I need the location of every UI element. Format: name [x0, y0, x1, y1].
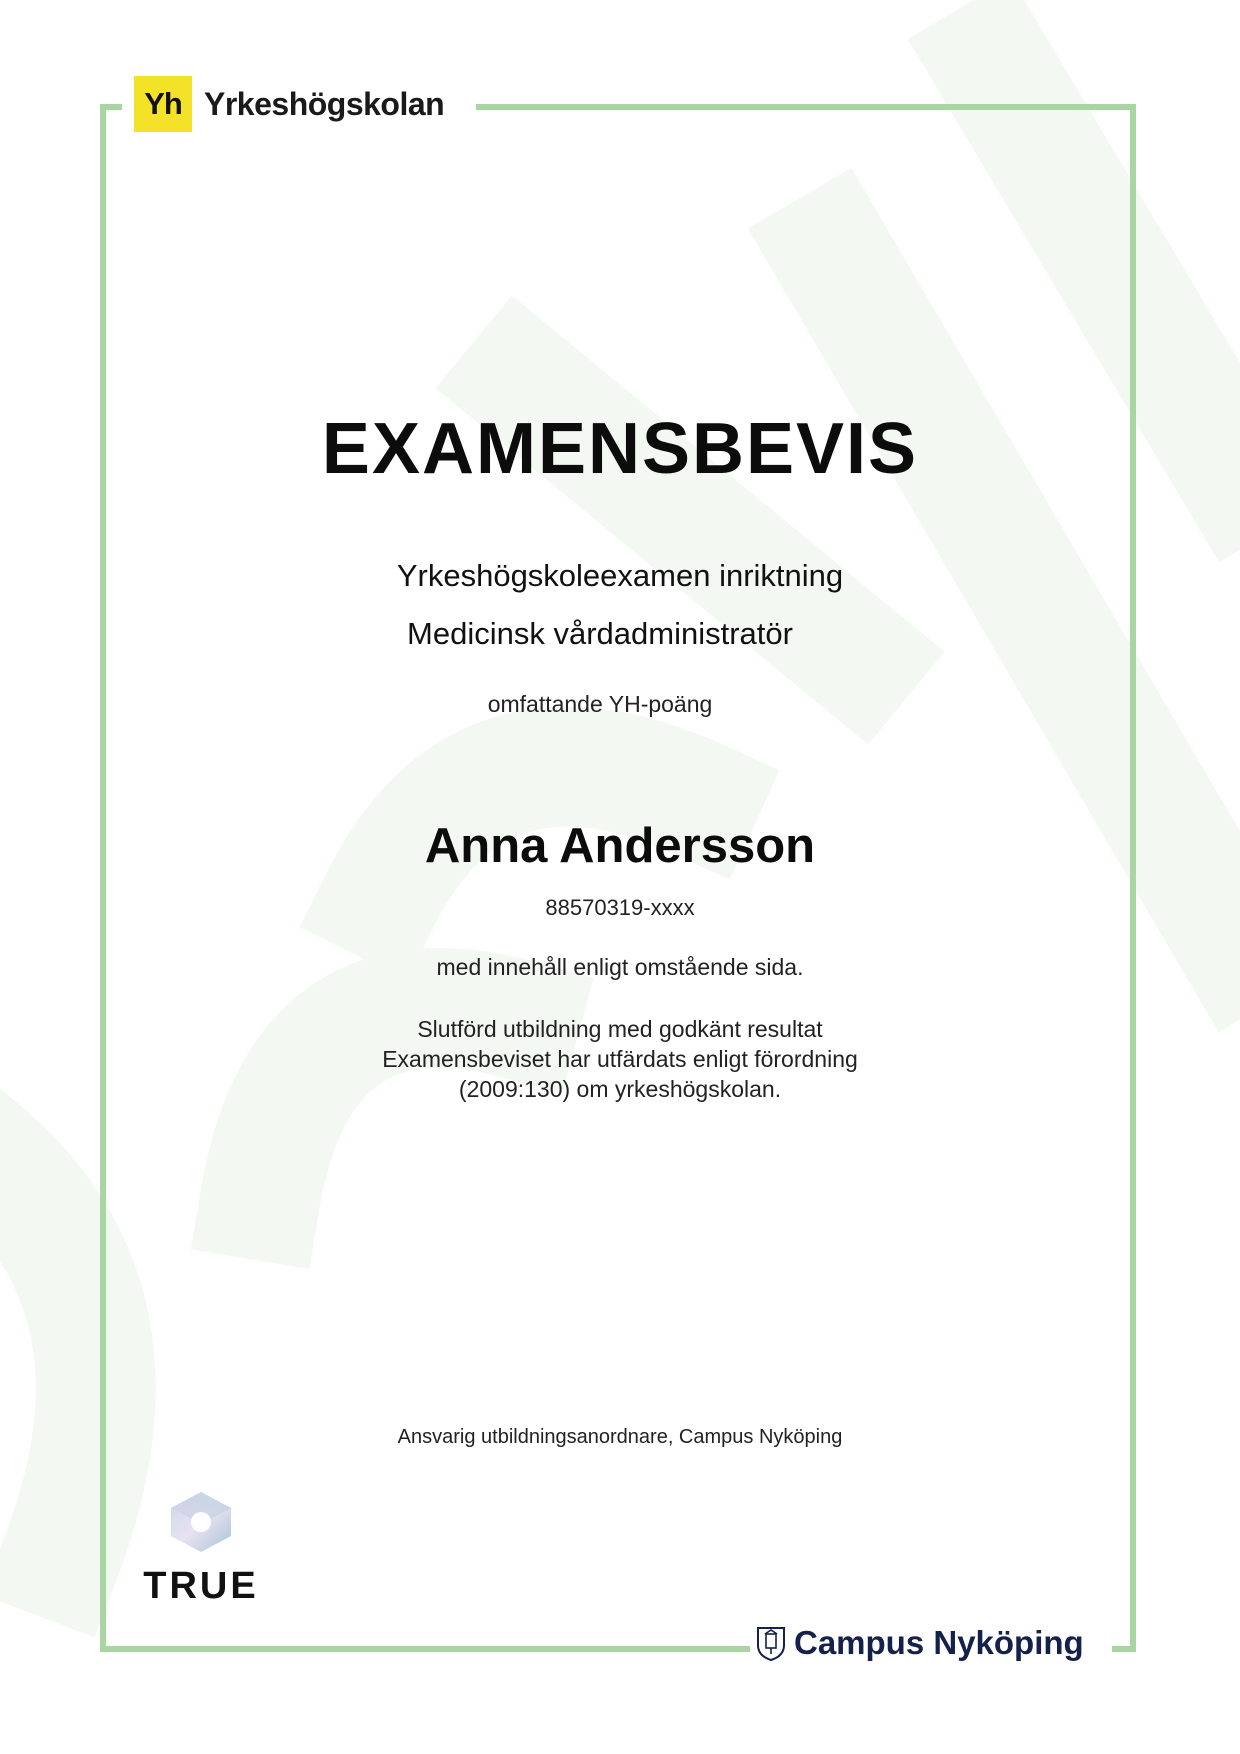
campus-crest-icon — [756, 1625, 786, 1661]
result-line: Examensbeviset har utfärdats enligt förordning — [382, 1046, 858, 1072]
frame-bottom-right — [1112, 1646, 1136, 1652]
campus-logo-text: Campus Nyköping — [794, 1624, 1084, 1661]
true-logo-text: TRUE — [143, 1565, 259, 1607]
true-logo — [136, 1490, 266, 1608]
personal-number: 88570319-xxxx — [545, 895, 695, 920]
frame-bottom-left — [100, 1646, 750, 1652]
result-line: Slutförd utbildning med godkänt resultat — [417, 1016, 823, 1042]
recipient-name: Anna Andersson — [424, 819, 816, 873]
content-note: med innehåll enligt omstående sida. — [436, 954, 804, 980]
yrkeshogskolan-logo — [134, 76, 444, 132]
frame-top-right — [476, 104, 1136, 110]
yh-logo-name: Yrkeshögskolan — [204, 85, 445, 122]
campus-nykoping-logo — [756, 1624, 1084, 1662]
degree-type: Yrkeshögskoleexamen inriktning — [396, 558, 844, 593]
frame-right — [1130, 104, 1136, 1652]
true-cube-icon — [166, 1490, 236, 1554]
certificate-title: EXAMENSBEVIS — [321, 409, 919, 489]
points-label: omfattande YH-poäng — [487, 691, 713, 717]
result-line: (2009:130) om yrkeshögskolan. — [458, 1076, 782, 1102]
yh-logo-mark: Yh — [134, 76, 192, 132]
program-name: Medicinsk vårdadministratör — [407, 616, 793, 651]
provider-line: Ansvarig utbildningsanordnare, Campus Nyköping — [397, 1426, 843, 1448]
result-statement — [0, 1014, 1240, 1104]
frame-left — [100, 104, 106, 1652]
